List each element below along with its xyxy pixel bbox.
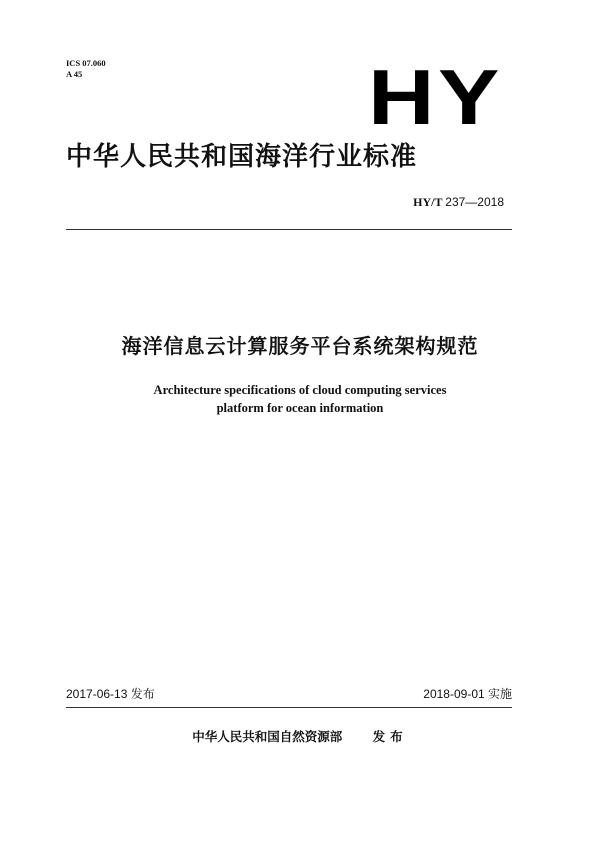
- hy-logo: HY: [368, 53, 503, 141]
- ics-code: ICS 07.060: [66, 58, 106, 68]
- publisher-name: 中华人民共和国自然资源部: [192, 729, 343, 744]
- title-english: [0, 381, 600, 417]
- title-chinese: 海洋信息云计算服务平台系统架构规范: [121, 334, 479, 358]
- issue-date: 2017-06-13 发布: [66, 687, 155, 701]
- standard-code: 237—2018: [445, 195, 504, 209]
- publisher: [0, 727, 600, 745]
- ccs-code: A 45: [66, 69, 83, 79]
- classification-codes: [66, 58, 106, 80]
- standard-number: [413, 195, 504, 210]
- standard-prefix: HY/T: [413, 195, 443, 209]
- standard-category: 中华人民共和国海洋行业标准: [66, 142, 418, 172]
- title-english-line-2: platform for ocean information: [216, 401, 384, 415]
- implement-date: 2018-09-01 实施: [423, 687, 512, 701]
- publisher-verb: 发布: [372, 729, 408, 744]
- title-english-line-1: Architecture specifications of cloud computing services: [153, 383, 447, 397]
- top-divider: [66, 229, 512, 230]
- bottom-divider: [66, 707, 512, 708]
